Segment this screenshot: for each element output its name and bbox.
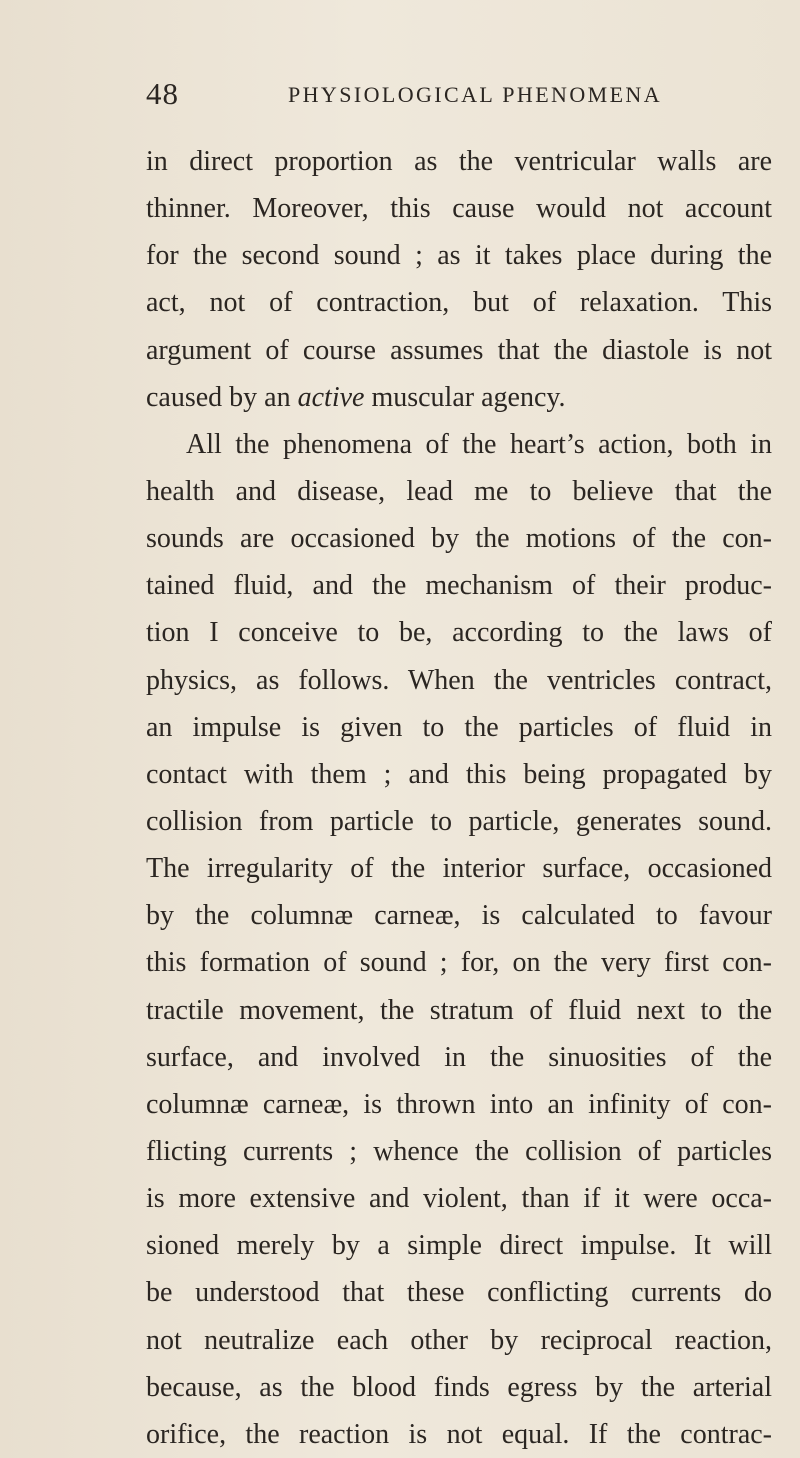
text-line: collision from particle to particle, generates sound. [146,805,772,837]
italic-word: active [297,381,365,413]
text-line: act, not of contraction, but of relaxation. This [146,287,772,319]
text-line: The irregularity of the interior surface, occasioned [146,853,772,885]
text-line: be understood that these conflicting currents do [146,1277,772,1309]
text-line: thinner. Moreover, this cause would not account [146,193,772,225]
text-line: physics, as follows. When the ventricles contract, [146,664,772,696]
text-line: contact with them ; and this being propagated by [146,758,772,790]
text-line: flicting currents ; whence the collision of particles [146,1135,772,1167]
text-line [146,327,772,374]
text-line: because, as the blood finds egress by the arterial [146,1371,772,1403]
text-line: health and disease, lead me to believe that the [146,475,772,507]
running-head [0,76,800,116]
text-line: is more extensive and violent, than if it were occa- [146,1183,772,1215]
text-line: columnæ carneæ, is thrown into an infinity of con- [146,1088,772,1120]
text-line: surface, and involved in the sinuosities of the [146,1041,772,1073]
paragraph-start-line: All the phenomena of the heart’s action, both in [186,428,772,460]
text-line: sounds are occasioned by the motions of the con- [146,523,772,555]
text-line: tained fluid, and the mechanism of their produc- [146,570,772,602]
running-title: PHYSIOLOGICAL PHENOMENA [288,82,662,107]
page-number: 48 [146,76,179,111]
text-line: orifice, the reaction is not equal. If the contrac- [146,1418,772,1450]
text-line: tion I conceive to be, according to the laws of [146,617,772,649]
text-line: sioned merely by a simple direct impulse. It will [146,1230,772,1262]
text-line: not neutralize each other by reciprocal reaction, [146,1324,772,1356]
text-run: caused by an [146,381,298,413]
text-line: this formation of sound ; for, on the very first con- [146,947,772,979]
paragraph-end-line [146,374,772,421]
body-text [146,138,772,1458]
text-run: muscular agency. [364,381,566,413]
text-line: in direct proportion as the ventricular walls are [146,146,772,177]
text-line: by the columnæ carneæ, is calculated to favour [146,900,772,932]
text-run: argument of course assumes that the diastole is not [146,334,772,366]
text-line: for the second sound ; as it takes place during the [146,240,772,272]
text-line: an impulse is given to the particles of fluid in [146,711,772,743]
text-line: tractile movement, the stratum of fluid next to the [146,994,772,1026]
